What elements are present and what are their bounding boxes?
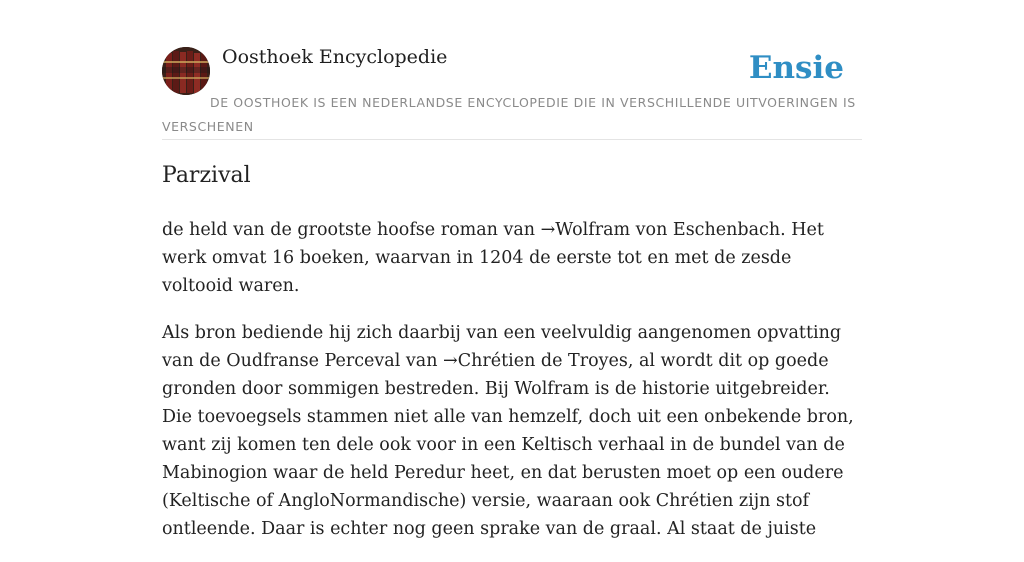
link-wolfram-von-eschenbach[interactable]: →Wolfram von Eschenbach bbox=[540, 220, 781, 240]
site-tagline: DE OOSTHOEK IS EEN NEDERLANDSE ENCYCLOPEDIE DIE IN VERSCHILLENDE UITVOERINGEN IS VERSCHENEN bbox=[162, 95, 856, 134]
paragraph-1 bbox=[162, 216, 862, 300]
header-divider bbox=[162, 139, 862, 140]
paragraph-2-text-cont: , al wordt dit op goede gronden door sommigen bestreden. Bij Wolfram is de historie uitgebreider. Die toevoegsels stammen niet alle van hemzelf, doch uit een onbekende bron, want zij komen ten dele ook voor in een Keltisch verhaal in de bundel van de Mabinogion waar de held Peredur heet, en dat berusten moet op een oudere (Keltische of AngloNormandische) versie, waaraan ook Chrétien zijn stof ontleende. Daar is echter nog geen sprake van de graal. Al staat de juiste bbox=[162, 351, 854, 539]
article-body bbox=[162, 216, 862, 562]
encyclopedia-books-icon[interactable] bbox=[162, 47, 210, 95]
paragraph-1-text-cont: . Het werk omvat 16 boeken, waarvan in 1204 de eerste tot en met de zesde voltooid waren. bbox=[162, 220, 824, 296]
article-title: Parzival bbox=[162, 163, 251, 188]
paragraph-2-text: Als bron bediende hij zich daarbij van een veelvuldig aangenomen opvatting van de Oudfranse Perceval van bbox=[162, 323, 842, 371]
brand-logo-link[interactable]: Ensie bbox=[748, 50, 844, 86]
site-title[interactable]: Oosthoek Encyclopedie bbox=[222, 46, 448, 68]
paragraph-1-text: de held van de grootste hoofse roman van bbox=[162, 220, 541, 240]
page bbox=[162, 0, 862, 539]
link-chretien-de-troyes[interactable]: →Chrétien de Troyes bbox=[443, 351, 628, 371]
paragraph-2 bbox=[162, 319, 862, 543]
